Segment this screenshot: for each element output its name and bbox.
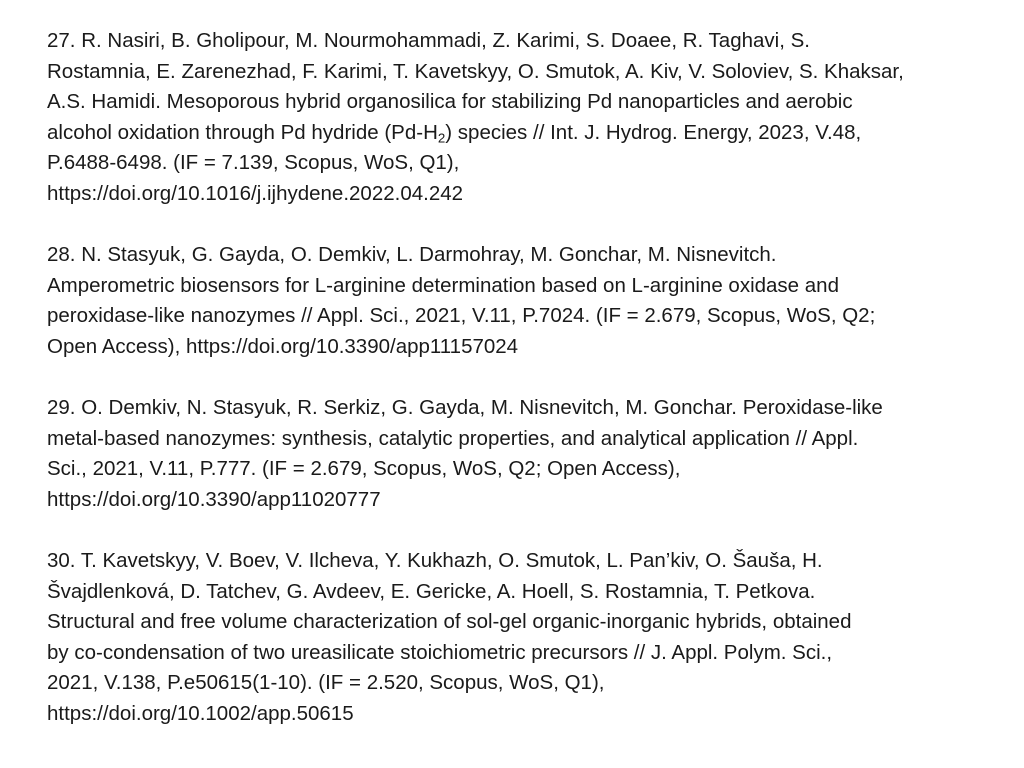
reference-line: Amperometric biosensors for L-arginine determination based on L-arginine oxidase and [47,273,839,297]
reference-line: peroxidase-like nanozymes // Appl. Sci., 2021, V.11, P.7024. (IF = 2.679, Scopus, WoS, Q2; [47,304,876,328]
reference-list [47,26,997,730]
reference-line: Open Access), https://doi.org/10.3390/app11157024 [47,334,519,358]
reference-line: 2021, V.138, P.e50615(1-10). (IF = 2.520, Scopus, WoS, Q1), [47,671,605,695]
reference-line: 27. R. Nasiri, B. Gholipour, M. Nourmohammadi, Z. Karimi, S. Doaee, R. Taghavi, S. [47,29,810,52]
reference-line: P.6488-6498. (IF = 7.139, Scopus, WoS, Q1), [47,151,460,175]
reference-text: ) species // Int. J. Hydrog. Energy, 2023, V.48, [445,120,862,144]
reference-text: alcohol oxidation through Pd hydride (Pd-H [47,120,438,144]
reference-line [47,118,997,149]
reference-line: Švajdlenková, D. Tatchev, G. Avdeev, E. Gericke, A. Hoell, S. Rostamnia, T. Petkova. [47,579,816,603]
doi-link[interactable]: https://doi.org/10.3390/app11020777 [47,487,381,511]
reference-line: A.S. Hamidi. Mesoporous hybrid organosilica for stabilizing Pd nanoparticles and aerobic [47,90,853,114]
reference-line: 28. N. Stasyuk, G. Gayda, O. Demkiv, L. Darmohray, M. Gonchar, M. Nisnevitch. [47,243,777,267]
reference-line: 30. T. Kavetskyy, V. Boev, V. Ilcheva, Y. Kukhazh, O. Smutok, L. Pan’kiv, O. Šauša, H. [47,549,823,573]
reference-line: metal-based nanozymes: synthesis, catalytic properties, and analytical application // Appl. [47,426,859,450]
reference-30 [47,546,997,730]
reference-line: Rostamnia, E. Zarenezhad, F. Karimi, T. Kavetskyy, O. Smutok, A. Kiv, V. Soloviev, S. Khaksar, [47,59,904,83]
reference-line: by co-condensation of two ureasilicate stoichiometric precursors // J. Appl. Polym. Sci., [47,640,833,664]
reference-28 [47,240,997,362]
subscript: 2 [437,130,446,146]
reference-line: 29. O. Demkiv, N. Stasyuk, R. Serkiz, G. Gayda, M. Nisnevitch, M. Gonchar. Peroxidase-like [47,396,883,420]
doi-link[interactable]: https://doi.org/10.1002/app.50615 [47,702,354,726]
reference-line: Sci., 2021, V.11, P.777. (IF = 2.679, Scopus, WoS, Q2; Open Access), [47,457,681,481]
reference-29 [47,393,997,515]
reference-line: Structural and free volume characterization of sol-gel organic-inorganic hybrids, obtained [47,610,852,634]
reference-27 [47,26,997,210]
doi-link[interactable]: https://doi.org/10.1016/j.ijhydene.2022.04.242 [47,181,464,205]
